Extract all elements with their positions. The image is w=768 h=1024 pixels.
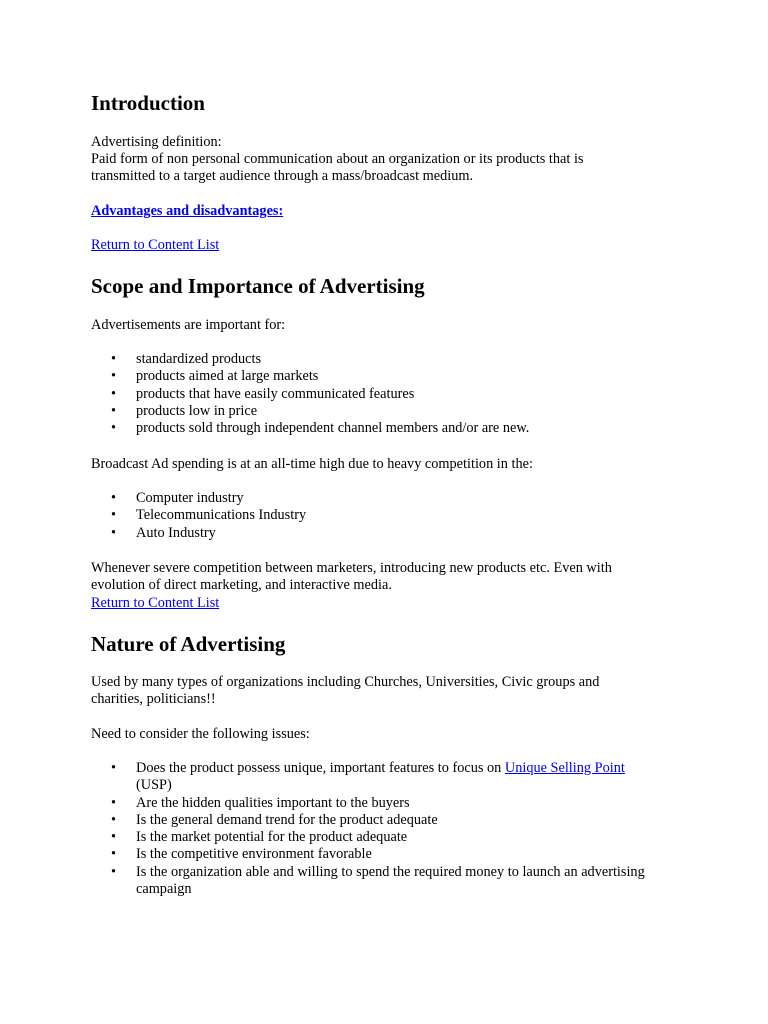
list-item: • products aimed at large markets (91, 368, 691, 385)
definition-line-2: transmitted to a target audience through a mass/broadcast medium. (91, 168, 474, 184)
issues-lead: Need to consider the following issues: (91, 726, 310, 742)
last-issue-line-2: campaign (136, 881, 192, 898)
intro-heading: Introduction (91, 91, 205, 115)
scope-lead: Advertisements are important for: (91, 317, 286, 333)
issue-1-suffix: (USP) (136, 777, 172, 794)
scope-return-paragraph (91, 595, 681, 612)
list-item: • Auto Industry (91, 525, 691, 542)
list-item: • Is the market potential for the product adequate (91, 829, 691, 846)
list-item (91, 760, 691, 795)
scope-return-link[interactable]: Return to Content List (91, 595, 220, 611)
issue-1-text: Does the product possess unique, important features to focus on (136, 760, 502, 776)
adv-disadv-paragraph (91, 203, 681, 220)
list-item (91, 864, 691, 899)
issues-list (91, 760, 691, 898)
intro-return-paragraph (91, 237, 681, 254)
definition-label: Advertising definition: (91, 134, 222, 150)
list-item: • Computer industry (91, 490, 691, 507)
usp-link[interactable]: Unique Selling Point (504, 760, 625, 776)
industries-list (91, 490, 691, 542)
list-item: • Is the general demand trend for the product adequate (91, 812, 691, 829)
last-issue-line-1: Is the organization able and willing to spend the required money to launch an advertising (136, 863, 645, 880)
list-item: • products that have easily communicated features (91, 386, 691, 403)
scope-heading: Scope and Importance of Advertising (91, 274, 425, 298)
definition-line-1: Paid form of non personal communication about an organization or its products that is (91, 151, 584, 167)
list-item: • standardized products (91, 351, 691, 368)
spending-text: Broadcast Ad spending is at an all-time high due to heavy competition in the: (91, 456, 533, 472)
list-item: • products sold through independent channel members and/or are new. (91, 420, 691, 437)
used-line-2: charities, politicians!! (91, 691, 216, 707)
nature-heading: Nature of Advertising (91, 632, 286, 656)
list-item: • Is the competitive environment favorable (91, 846, 691, 863)
closing-line-1: Whenever severe competition between marketers, introducing new products etc. Even with (91, 560, 612, 576)
scope-list (91, 351, 691, 437)
list-item: • Telecommunications Industry (91, 507, 691, 524)
used-line-1: Used by many types of organizations including Churches, Universities, Civic groups and (91, 674, 600, 690)
list-item: • products low in price (91, 403, 691, 420)
adv-disadv-link[interactable]: Advantages and disadvantages: (91, 203, 284, 219)
list-item: • Are the hidden qualities important to the buyers (91, 795, 691, 812)
closing-line-2: evolution of direct marketing, and interactive media. (91, 577, 392, 593)
intro-return-link[interactable]: Return to Content List (91, 237, 220, 253)
